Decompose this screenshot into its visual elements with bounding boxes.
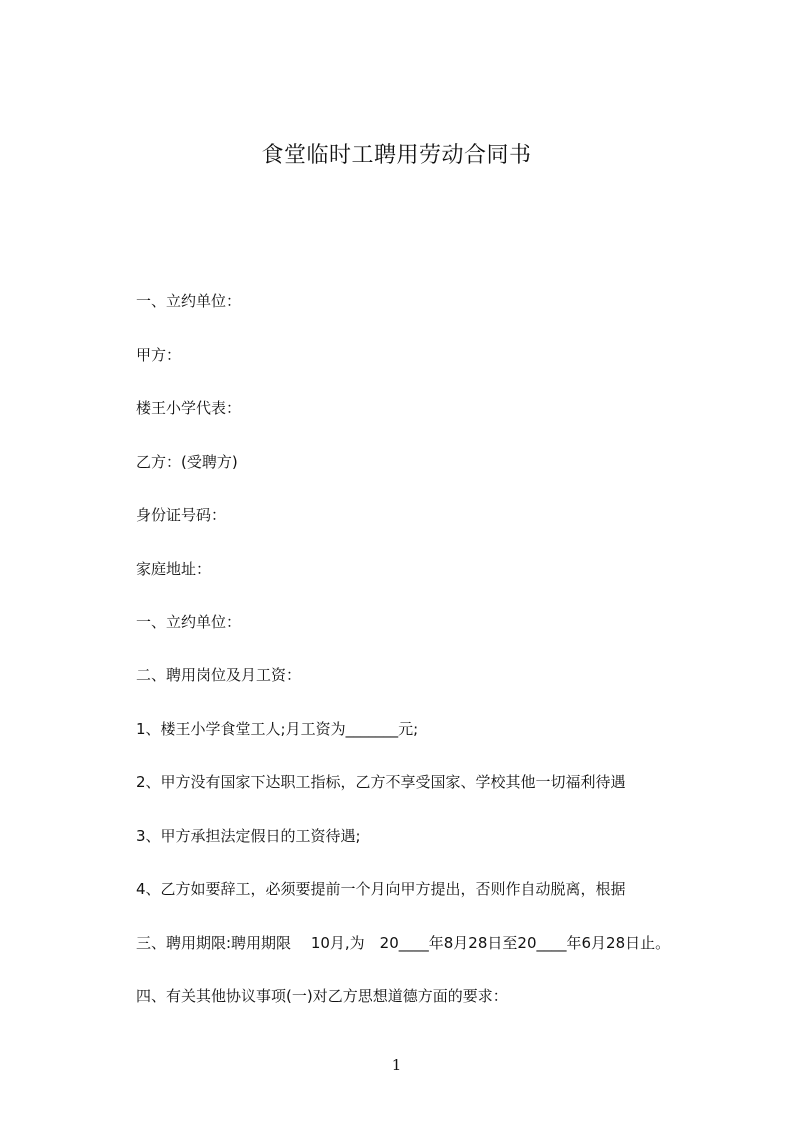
home-address-label: 家庭地址： (136, 560, 212, 578)
section-employment-term: 三、聘用期限:聘用期限 10月,为 20____年8月28日至20____年6月28日止。 (136, 934, 671, 952)
clause-1-monthly-wage: 1、楼王小学食堂工人;月工资为_______元; (136, 720, 419, 738)
document-title: 食堂临时工聘用劳动合同书 (261, 143, 532, 168)
section-other-agreements: 四、有关其他协议事项(一)对乙方思想道德方面的要求： (136, 987, 508, 1005)
school-representative-label: 楼王小学代表： (136, 399, 242, 417)
page-number: 1 (391, 1056, 402, 1074)
id-number-label: 身份证号码： (136, 506, 227, 524)
clause-3-holiday-wages: 3、甲方承担法定假日的工资待遇; (136, 827, 361, 845)
clause-2-benefits: 2、甲方没有国家下达职工指标，乙方不享受国家、学校其他一切福利待遇 (136, 773, 626, 791)
party-a-label: 甲方： (136, 346, 182, 364)
section-parties-heading-repeat: 一、立约单位： (136, 613, 242, 631)
party-b-label: 乙方：(受聘方) (136, 453, 238, 471)
section-parties-heading: 一、立约单位： (136, 292, 242, 310)
section-position-salary-heading: 二、聘用岗位及月工资： (136, 666, 302, 684)
clause-4-resignation: 4、乙方如要辞工，必须要提前一个月向甲方提出，否则作自动脱离，根据 (136, 880, 626, 898)
